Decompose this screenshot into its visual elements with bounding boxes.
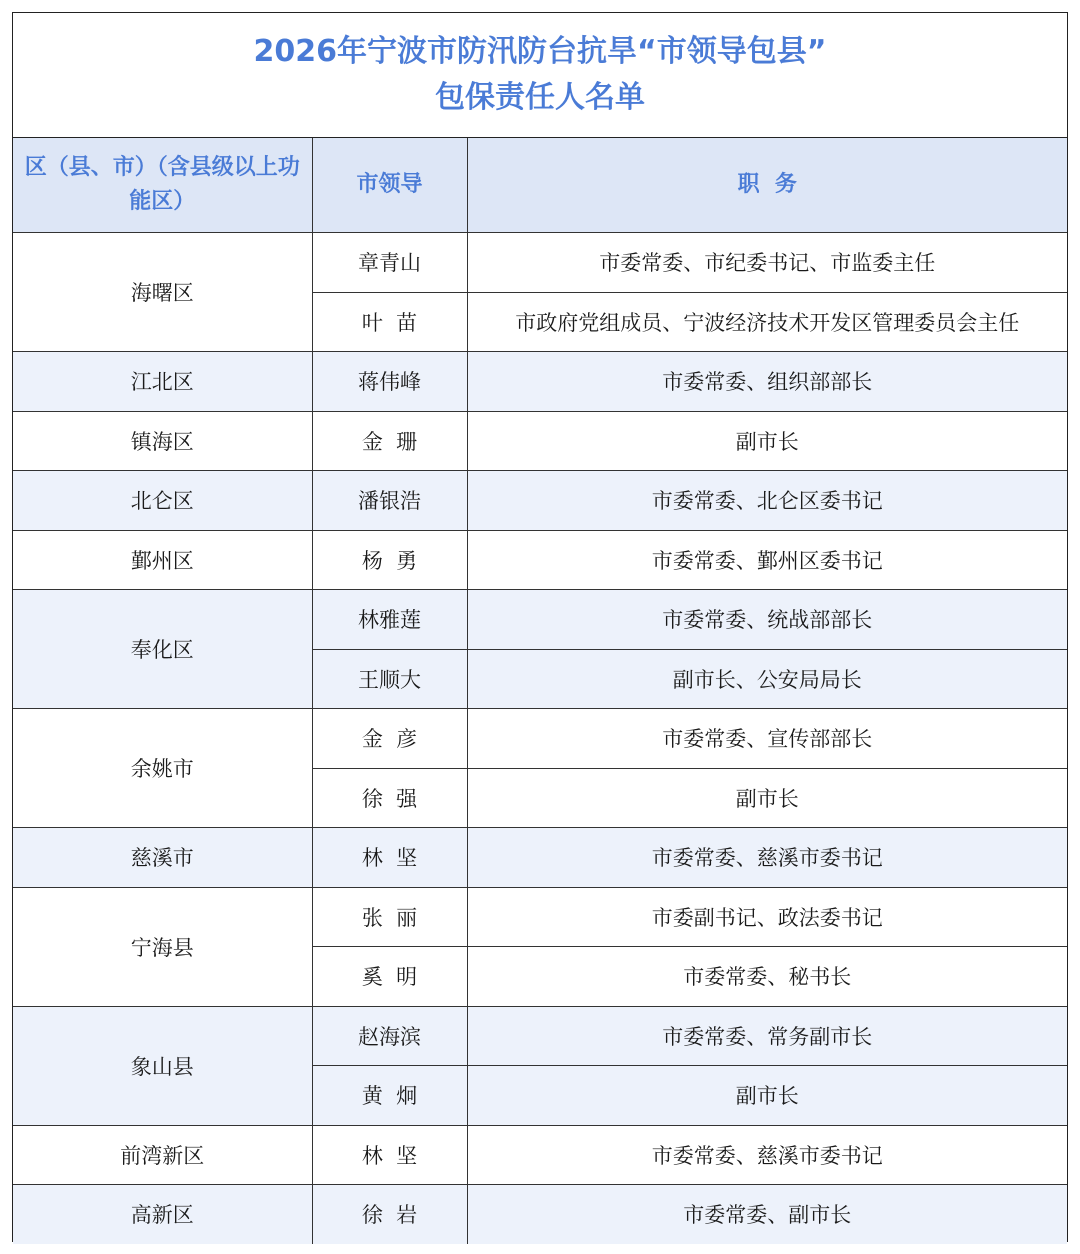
table-row [13,233,1067,293]
header-district: 区（县、市）（含县级以上功能区） [13,138,312,233]
position-cell: 副市长 [467,768,1067,828]
position-cell: 市委常委、慈溪市委书记 [467,828,1067,888]
position-cell: 市委常委、市纪委书记、市监委主任 [467,233,1067,293]
table-row [13,828,1067,888]
table-row [13,1185,1067,1244]
district-cell: 慈溪市 [13,828,312,888]
district-cell: 海曙区 [13,233,312,352]
leader-cell: 叶 苗 [312,292,467,352]
leader-cell: 徐 岩 [312,1185,467,1244]
position-cell: 市委常委、秘书长 [467,947,1067,1007]
table-row [13,352,1067,412]
district-cell: 江北区 [13,352,312,412]
position-cell: 市委常委、统战部部长 [467,590,1067,650]
district-cell: 宁海县 [13,887,312,1006]
position-cell: 市委常委、常务副市长 [467,1006,1067,1066]
title-line-1: 2026年宁波市防汛防台抗旱“市领导包县” [253,34,827,69]
position-cell: 副市长 [467,411,1067,471]
title-line-2: 包保责任人名单 [435,80,645,115]
leader-cell: 徐 强 [312,768,467,828]
table-header-row [13,138,1067,233]
leader-cell: 赵海滨 [312,1006,467,1066]
leader-cell: 奚 明 [312,947,467,1007]
responsibility-table [13,138,1067,1244]
district-cell: 鄞州区 [13,530,312,590]
district-cell: 奉化区 [13,590,312,709]
leader-cell: 黄 炯 [312,1066,467,1126]
leader-cell: 蒋伟峰 [312,352,467,412]
leader-cell: 章青山 [312,233,467,293]
table-row [13,590,1067,650]
leader-cell: 潘银浩 [312,471,467,531]
responsibility-list-sheet [12,12,1068,1242]
position-cell: 市委常委、宣传部部长 [467,709,1067,769]
table-body [13,233,1067,1244]
district-cell: 北仑区 [13,471,312,531]
position-cell: 市政府党组成员、宁波经济技术开发区管理委员会主任 [467,292,1067,352]
leader-cell: 张 丽 [312,887,467,947]
leader-cell: 林 坚 [312,1125,467,1185]
table-row [13,887,1067,947]
table-row [13,709,1067,769]
leader-cell: 林 坚 [312,828,467,888]
position-cell: 市委副书记、政法委书记 [467,887,1067,947]
district-cell: 镇海区 [13,411,312,471]
position-cell: 市委常委、慈溪市委书记 [467,1125,1067,1185]
header-position: 职 务 [467,138,1067,233]
position-cell: 市委常委、北仑区委书记 [467,471,1067,531]
leader-cell: 杨 勇 [312,530,467,590]
table-row [13,1006,1067,1066]
table-row [13,471,1067,531]
district-cell: 高新区 [13,1185,312,1244]
district-cell: 象山县 [13,1006,312,1125]
leader-cell: 金 彦 [312,709,467,769]
position-cell: 市委常委、副市长 [467,1185,1067,1244]
document-title [13,13,1067,138]
leader-cell: 林雅莲 [312,590,467,650]
table-row [13,411,1067,471]
position-cell: 市委常委、组织部部长 [467,352,1067,412]
table-row [13,1125,1067,1185]
leader-cell: 金 珊 [312,411,467,471]
leader-cell: 王顺大 [312,649,467,709]
position-cell: 市委常委、鄞州区委书记 [467,530,1067,590]
position-cell: 副市长、公安局局长 [467,649,1067,709]
district-cell: 余姚市 [13,709,312,828]
header-leader: 市领导 [312,138,467,233]
district-cell: 前湾新区 [13,1125,312,1185]
table-row [13,530,1067,590]
position-cell: 副市长 [467,1066,1067,1126]
